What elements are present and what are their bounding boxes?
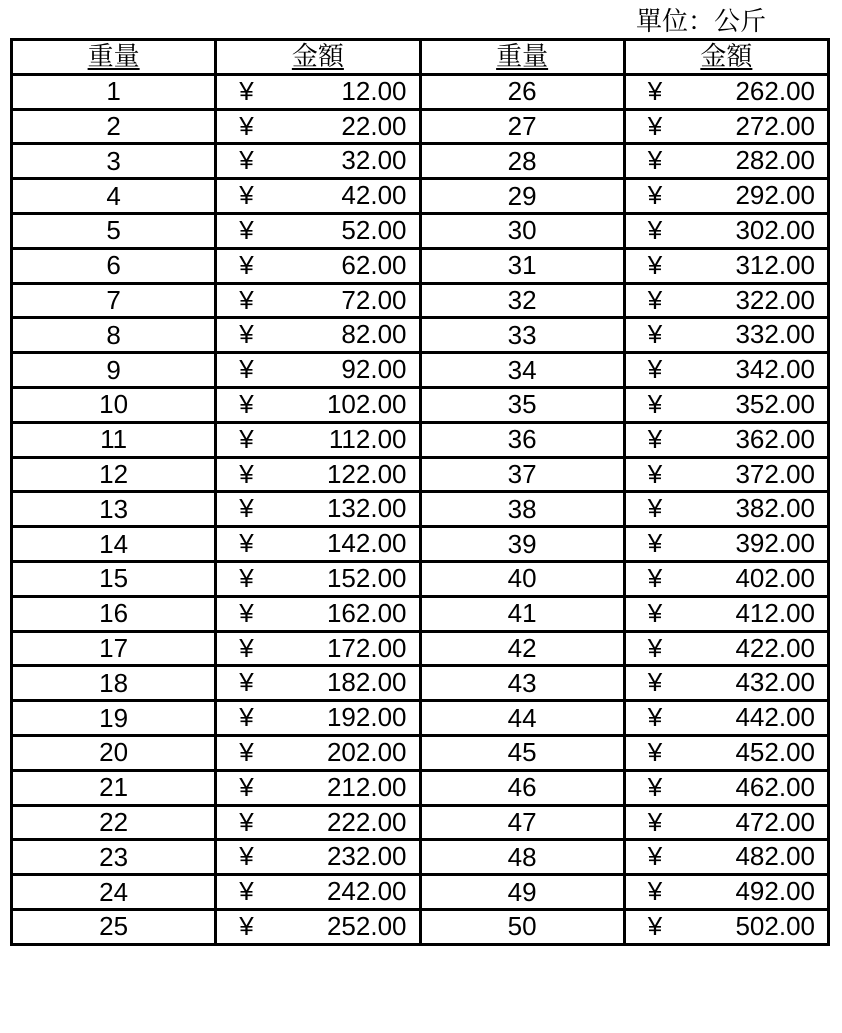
header-row: [12, 40, 829, 75]
amount-cell-right: [624, 109, 828, 144]
currency-symbol: ¥: [647, 632, 663, 663]
table-row: [12, 144, 829, 179]
amount-cell-right: [624, 179, 828, 214]
amount-value: 412.00: [735, 597, 815, 628]
header-amount-right: 金額: [624, 40, 828, 75]
weight-cell-right: 45: [420, 735, 624, 770]
weight-cell-left: 19: [12, 701, 216, 736]
amount-value: 362.00: [735, 423, 815, 454]
amount-value: 152.00: [326, 562, 407, 593]
amount-cell-right: [624, 875, 828, 910]
table-row: [12, 735, 829, 770]
amount-value: 52.00: [341, 214, 407, 245]
weight-cell-left: 2: [12, 109, 216, 144]
amount-cell-right: [624, 735, 828, 770]
weight-cell-left: 3: [12, 144, 216, 179]
weight-cell-left: 17: [12, 631, 216, 666]
weight-cell-left: 15: [12, 561, 216, 596]
amount-value: 252.00: [326, 910, 407, 941]
amount-value: 132.00: [326, 493, 407, 524]
amount-cell-left: [216, 492, 420, 527]
table-row: [12, 770, 829, 805]
currency-symbol: ¥: [647, 354, 663, 385]
currency-symbol: ¥: [647, 145, 663, 176]
table-row: [12, 179, 829, 214]
currency-symbol: ¥: [647, 597, 663, 628]
currency-symbol: ¥: [239, 249, 254, 280]
amount-cell-left: [216, 318, 420, 353]
currency-symbol: ¥: [647, 562, 663, 593]
amount-cell-right: [624, 213, 828, 248]
weight-cell-right: 44: [420, 701, 624, 736]
amount-cell-right: [624, 805, 828, 840]
currency-symbol: ¥: [239, 667, 254, 698]
currency-symbol: ¥: [239, 876, 254, 907]
amount-cell-left: [216, 213, 420, 248]
table-row: [12, 422, 829, 457]
currency-symbol: ¥: [239, 702, 254, 733]
currency-symbol: ¥: [239, 806, 254, 837]
amount-value: 32.00: [341, 145, 407, 176]
currency-symbol: ¥: [647, 110, 663, 141]
weight-cell-left: 9: [12, 353, 216, 388]
amount-cell-right: [624, 770, 828, 805]
weight-cell-right: 48: [420, 840, 624, 875]
amount-value: 102.00: [326, 388, 407, 419]
currency-symbol: ¥: [239, 423, 254, 454]
amount-value: 182.00: [326, 667, 407, 698]
amount-cell-right: [624, 144, 828, 179]
amount-cell-left: [216, 74, 420, 109]
weight-cell-left: 13: [12, 492, 216, 527]
table-row: [12, 701, 829, 736]
weight-cell-right: 37: [420, 457, 624, 492]
amount-cell-left: [216, 283, 420, 318]
table-row: [12, 457, 829, 492]
amount-value: 322.00: [735, 284, 815, 315]
amount-cell-left: [216, 805, 420, 840]
weight-cell-left: 20: [12, 735, 216, 770]
currency-symbol: ¥: [239, 319, 254, 350]
amount-value: 172.00: [326, 632, 407, 663]
amount-value: 272.00: [735, 110, 815, 141]
amount-cell-right: [624, 387, 828, 422]
amount-value: 212.00: [326, 771, 407, 802]
currency-symbol: ¥: [239, 458, 254, 489]
amount-cell-left: [216, 248, 420, 283]
currency-symbol: ¥: [239, 841, 254, 872]
amount-cell-right: [624, 283, 828, 318]
currency-symbol: ¥: [647, 388, 663, 419]
table-row: [12, 283, 829, 318]
currency-symbol: ¥: [647, 214, 663, 245]
amount-cell-left: [216, 179, 420, 214]
currency-symbol: ¥: [647, 528, 663, 559]
amount-value: 112.00: [328, 423, 407, 454]
amount-cell-right: [624, 631, 828, 666]
amount-value: 262.00: [735, 75, 815, 106]
amount-cell-right: [624, 318, 828, 353]
table-row: [12, 109, 829, 144]
weight-cell-left: 14: [12, 527, 216, 562]
amount-value: 42.00: [341, 180, 407, 211]
amount-value: 372.00: [735, 458, 815, 489]
weight-cell-right: 29: [420, 179, 624, 214]
currency-symbol: ¥: [647, 771, 663, 802]
table-row: [12, 527, 829, 562]
weight-cell-right: 46: [420, 770, 624, 805]
table-row: [12, 318, 829, 353]
amount-value: 12.00: [341, 75, 407, 106]
weight-cell-right: 40: [420, 561, 624, 596]
table-row: [12, 666, 829, 701]
amount-cell-right: [624, 840, 828, 875]
weight-price-table: [10, 38, 830, 946]
table-row: [12, 631, 829, 666]
header-weight-right: 重量: [420, 40, 624, 75]
amount-value: 162.00: [326, 597, 407, 628]
weight-cell-left: 4: [12, 179, 216, 214]
header-weight-left: 重量: [12, 40, 216, 75]
table-row: [12, 875, 829, 910]
amount-value: 22.00: [341, 110, 407, 141]
currency-symbol: ¥: [239, 528, 254, 559]
currency-symbol: ¥: [647, 702, 663, 733]
currency-symbol: ¥: [647, 667, 663, 698]
amount-value: 92.00: [341, 354, 407, 385]
currency-symbol: ¥: [239, 632, 254, 663]
currency-symbol: ¥: [239, 75, 254, 106]
amount-cell-right: [624, 248, 828, 283]
currency-symbol: ¥: [647, 75, 663, 106]
amount-value: 402.00: [735, 562, 815, 593]
currency-symbol: ¥: [647, 249, 663, 280]
weight-cell-right: 32: [420, 283, 624, 318]
weight-cell-left: 11: [12, 422, 216, 457]
weight-cell-left: 24: [12, 875, 216, 910]
weight-cell-right: 33: [420, 318, 624, 353]
weight-cell-right: 38: [420, 492, 624, 527]
unit-label: 單位：公斤: [636, 6, 767, 36]
currency-symbol: ¥: [647, 876, 663, 907]
weight-cell-left: 6: [12, 248, 216, 283]
amount-value: 242.00: [326, 876, 407, 907]
weight-cell-left: 8: [12, 318, 216, 353]
weight-cell-left: 18: [12, 666, 216, 701]
currency-symbol: ¥: [239, 354, 254, 385]
table-row: [12, 492, 829, 527]
table-row: [12, 561, 829, 596]
amount-cell-right: [624, 457, 828, 492]
table-row: [12, 840, 829, 875]
currency-symbol: ¥: [239, 493, 254, 524]
amount-value: 382.00: [735, 493, 815, 524]
amount-cell-right: [624, 596, 828, 631]
amount-cell-right: [624, 561, 828, 596]
weight-cell-left: 16: [12, 596, 216, 631]
currency-symbol: ¥: [647, 284, 663, 315]
amount-cell-right: [624, 701, 828, 736]
weight-cell-right: 27: [420, 109, 624, 144]
amount-cell-left: [216, 701, 420, 736]
weight-cell-left: 10: [12, 387, 216, 422]
currency-symbol: ¥: [239, 180, 254, 211]
currency-symbol: ¥: [647, 180, 663, 211]
amount-value: 492.00: [735, 876, 815, 907]
amount-value: 282.00: [735, 145, 815, 176]
amount-value: 342.00: [735, 354, 815, 385]
amount-value: 142.00: [326, 528, 407, 559]
currency-symbol: ¥: [647, 458, 663, 489]
currency-symbol: ¥: [647, 910, 663, 941]
table-body: [12, 74, 829, 944]
amount-value: 222.00: [326, 806, 407, 837]
amount-value: 202.00: [326, 736, 407, 767]
amount-cell-left: [216, 596, 420, 631]
weight-cell-right: 35: [420, 387, 624, 422]
weight-cell-left: 21: [12, 770, 216, 805]
amount-cell-left: [216, 387, 420, 422]
amount-cell-left: [216, 875, 420, 910]
currency-symbol: ¥: [239, 562, 254, 593]
amount-value: 302.00: [735, 214, 815, 245]
table-row: [12, 213, 829, 248]
amount-cell-left: [216, 109, 420, 144]
amount-value: 392.00: [735, 528, 815, 559]
weight-cell-right: 47: [420, 805, 624, 840]
amount-value: 462.00: [735, 771, 815, 802]
weight-cell-right: 31: [420, 248, 624, 283]
amount-cell-left: [216, 631, 420, 666]
amount-value: 72.00: [341, 284, 407, 315]
currency-symbol: ¥: [647, 736, 663, 767]
amount-value: 442.00: [735, 702, 815, 733]
weight-cell-right: 26: [420, 74, 624, 109]
amount-cell-right: [624, 909, 828, 944]
currency-symbol: ¥: [647, 841, 663, 872]
weight-cell-right: 28: [420, 144, 624, 179]
table-row: [12, 387, 829, 422]
weight-cell-right: 30: [420, 213, 624, 248]
weight-cell-right: 42: [420, 631, 624, 666]
amount-value: 352.00: [735, 388, 815, 419]
amount-cell-right: [624, 353, 828, 388]
table-row: [12, 909, 829, 944]
currency-symbol: ¥: [647, 423, 663, 454]
amount-value: 122.00: [326, 458, 407, 489]
weight-cell-left: 1: [12, 74, 216, 109]
table-row: [12, 805, 829, 840]
currency-symbol: ¥: [239, 736, 254, 767]
amount-cell-left: [216, 909, 420, 944]
weight-cell-right: 34: [420, 353, 624, 388]
amount-value: 82.00: [341, 319, 407, 350]
amount-cell-left: [216, 527, 420, 562]
currency-symbol: ¥: [647, 806, 663, 837]
amount-value: 432.00: [735, 667, 815, 698]
currency-symbol: ¥: [239, 910, 254, 941]
amount-cell-right: [624, 74, 828, 109]
amount-cell-right: [624, 666, 828, 701]
header-amount-left: 金額: [216, 40, 420, 75]
amount-cell-left: [216, 353, 420, 388]
weight-cell-left: 25: [12, 909, 216, 944]
table-row: [12, 248, 829, 283]
amount-value: 502.00: [735, 910, 815, 941]
amount-cell-right: [624, 422, 828, 457]
weight-cell-left: 7: [12, 283, 216, 318]
amount-value: 482.00: [735, 841, 815, 872]
weight-cell-right: 43: [420, 666, 624, 701]
amount-value: 332.00: [735, 319, 815, 350]
currency-symbol: ¥: [239, 284, 254, 315]
currency-symbol: ¥: [647, 493, 663, 524]
amount-cell-left: [216, 666, 420, 701]
amount-value: 472.00: [735, 806, 815, 837]
table-row: [12, 74, 829, 109]
amount-cell-left: [216, 840, 420, 875]
amount-cell-right: [624, 492, 828, 527]
amount-value: 312.00: [735, 249, 815, 280]
amount-cell-left: [216, 561, 420, 596]
amount-value: 422.00: [735, 632, 815, 663]
table-row: [12, 353, 829, 388]
amount-cell-left: [216, 457, 420, 492]
amount-value: 192.00: [326, 702, 407, 733]
weight-cell-left: 5: [12, 213, 216, 248]
amount-value: 232.00: [326, 841, 407, 872]
amount-cell-left: [216, 144, 420, 179]
weight-cell-right: 41: [420, 596, 624, 631]
currency-symbol: ¥: [239, 597, 254, 628]
currency-symbol: ¥: [239, 145, 254, 176]
amount-value: 62.00: [341, 249, 407, 280]
table-row: [12, 596, 829, 631]
amount-cell-left: [216, 735, 420, 770]
amount-value: 452.00: [735, 736, 815, 767]
amount-cell-right: [624, 527, 828, 562]
weight-cell-right: 36: [420, 422, 624, 457]
amount-cell-left: [216, 422, 420, 457]
currency-symbol: ¥: [239, 110, 254, 141]
weight-cell-right: 50: [420, 909, 624, 944]
weight-cell-left: 22: [12, 805, 216, 840]
currency-symbol: ¥: [239, 388, 254, 419]
weight-cell-right: 39: [420, 527, 624, 562]
weight-cell-left: 23: [12, 840, 216, 875]
currency-symbol: ¥: [239, 771, 254, 802]
currency-symbol: ¥: [239, 214, 254, 245]
weight-cell-left: 12: [12, 457, 216, 492]
weight-cell-right: 49: [420, 875, 624, 910]
amount-cell-left: [216, 770, 420, 805]
amount-value: 292.00: [735, 180, 815, 211]
currency-symbol: ¥: [647, 319, 663, 350]
